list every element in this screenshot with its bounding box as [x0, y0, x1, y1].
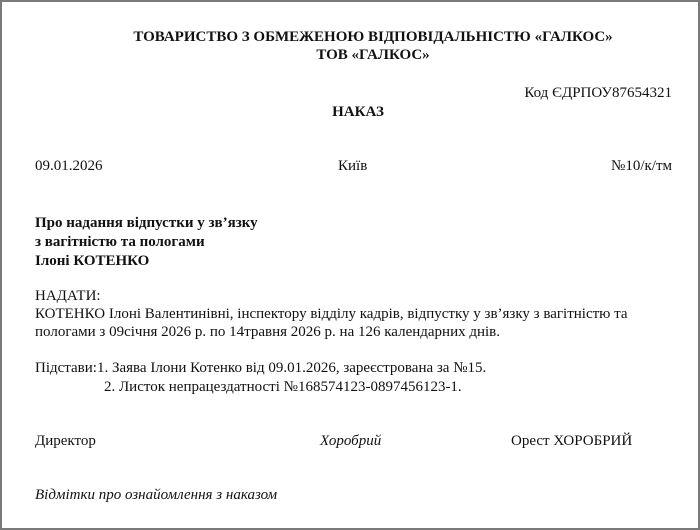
signatory-position: Директор: [35, 433, 96, 449]
document-city: Київ: [338, 158, 368, 174]
acquaintance-note: Відмітки про ознайомлення з наказом: [35, 487, 278, 503]
order-grounds: [35, 359, 486, 397]
grounds-label: Підстави:: [35, 360, 97, 376]
document-title: НАКАЗ: [332, 104, 384, 120]
edrpou-code: Код ЄДРПОУ87654321: [524, 85, 672, 101]
grounds-item: 1. Заява Ілони Котенко від 09.01.2026, зареєстрована за №15.: [96, 360, 487, 376]
signatory-name: Орест ХОРОБРИЙ: [511, 433, 633, 449]
order-body: [35, 287, 675, 341]
order-text-line: КОТЕНКО Ілоні Валентинівні, інспектору відділу кадрів, відпустку у зв’язку з вагітністю та: [35, 306, 628, 322]
grounds-item: 2. Листок непрацездатності №168574123-0897456123-1.: [104, 379, 462, 395]
signature: Хоробрий: [320, 433, 382, 449]
subject-line: Про надання відпустки у зв’язку: [35, 215, 258, 231]
organization-full-name: ТОВАРИСТВО З ОБМЕЖЕНОЮ ВІДПОВІДАЛЬНІСТЮ «ГАЛКОС»: [133, 29, 613, 45]
document-date: 09.01.2026: [35, 158, 103, 174]
subject-line: з вагітністю та пологами: [35, 234, 205, 250]
subject-line: Ілоні КОТЕНКО: [35, 253, 150, 269]
signature-block: [35, 433, 672, 450]
order-text-line: пологами з 09січня 2026 р. по 14травня 2026 р. на 126 календарних днів.: [35, 324, 501, 340]
order-subject: [35, 214, 258, 271]
organization-short-name: ТОВ «ГАЛКОС»: [316, 47, 430, 63]
order-directive: НАДАТИ:: [35, 288, 101, 304]
grounds-row: [35, 359, 486, 378]
document-number: №10/к/тм: [611, 158, 672, 174]
organization-header: [2, 28, 700, 64]
document-meta-row: [35, 158, 672, 175]
